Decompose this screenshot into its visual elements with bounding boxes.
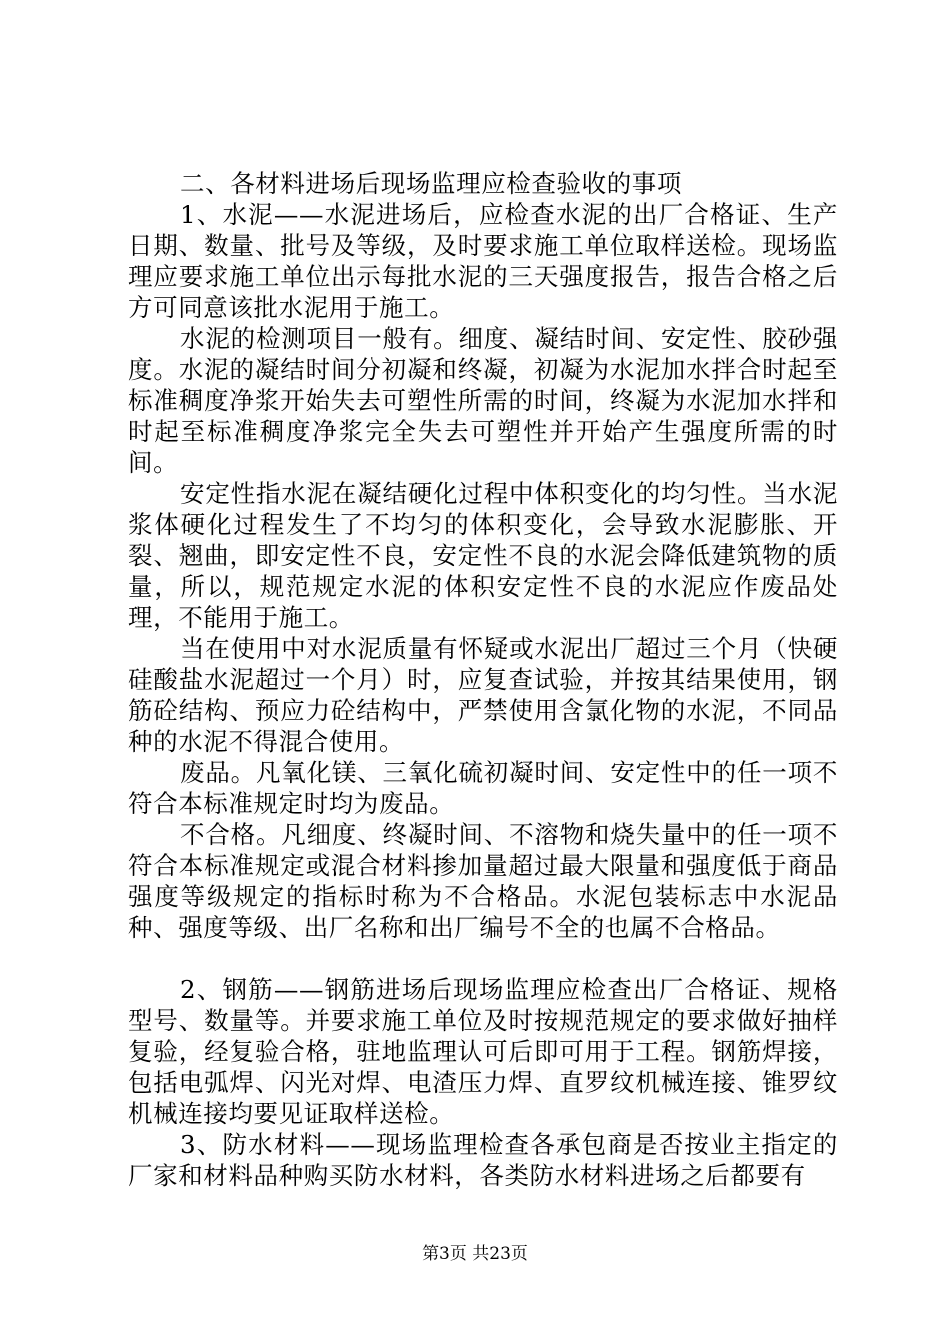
paragraph-cement-tests: 水泥的检测项目一般有。细度、凝结时间、安定性、胶砂强度。水泥的凝结时间分初凝和终凝，初凝为水泥加水拌合时起至标准稠度净浆开始失去可塑性所需的时间，终凝为水泥加水拌和时起至标准稠度净浆完全失去可塑性并开始产生强度所需的时间。 (128, 324, 838, 477)
paragraph-cement: 1、水泥——水泥进场后，应检查水泥的出厂合格证、生产日期、数量、批号及等级，及时要求施工单位取样送检。现场监理应要求施工单位出示每批水泥的三天强度报告，报告合格之后方可同意该批水泥用于施工。 (128, 200, 838, 322)
paragraph-waterproofing: 3、防水材料——现场监理检查各承包商是否按业主指定的厂家和材料品种购买防水材料，各类防水材料进场之后都要有 (128, 1130, 838, 1190)
document-body (128, 168, 838, 1191)
page-number-footer: 第3页 共23页 (422, 1244, 528, 1264)
section-heading: 二、各材料进场后现场监理应检查验收的事项 (180, 169, 682, 198)
paragraph-recheck: 当在使用中对水泥质量有怀疑或水泥出厂超过三个月（快硬硅酸盐水泥超过一个月）时，应复查试验，并按其结果使用，钢筋砼结构、预应力砼结构中，严禁使用含氯化物的水泥，不同品种的水泥不得混合使用。 (128, 634, 838, 756)
paragraph-waste-product: 废品。凡氧化镁、三氧化硫初凝时间、安定性中的任一项不符合本标准规定时均为废品。 (128, 758, 838, 818)
paragraph-soundness: 安定性指水泥在凝结硬化过程中体积变化的均匀性。当水泥浆体硬化过程发生了不均匀的体积变化，会导致水泥膨胀、开裂、翘曲，即安定性不良，安定性不良的水泥会降低建筑物的质量，所以，规范规定水泥的体积安定性不良的水泥应作废品处理，不能用于施工。 (128, 479, 838, 632)
paragraph-nonconforming: 不合格。凡细度、终凝时间、不溶物和烧失量中的任一项不符合本标准规定或混合材料掺加量超过最大限量和强度低于商品强度等级规定的指标时称为不合格品。水泥包装标志中水泥品种、强度等级、出厂名称和出厂编号不全的也属不合格品。 (128, 820, 838, 942)
paragraph-rebar: 2、钢筋——钢筋进场后现场监理应检查出厂合格证、规格型号、数量等。并要求施工单位及时按规范规定的要求做好抽样复验，经复验合格，驻地监理认可后即可用于工程。钢筋焊接，包括电弧焊、闪光对焊、电渣压力焊、直罗纹机械连接、锥罗纹机械连接均要见证取样送检。 (128, 975, 838, 1128)
